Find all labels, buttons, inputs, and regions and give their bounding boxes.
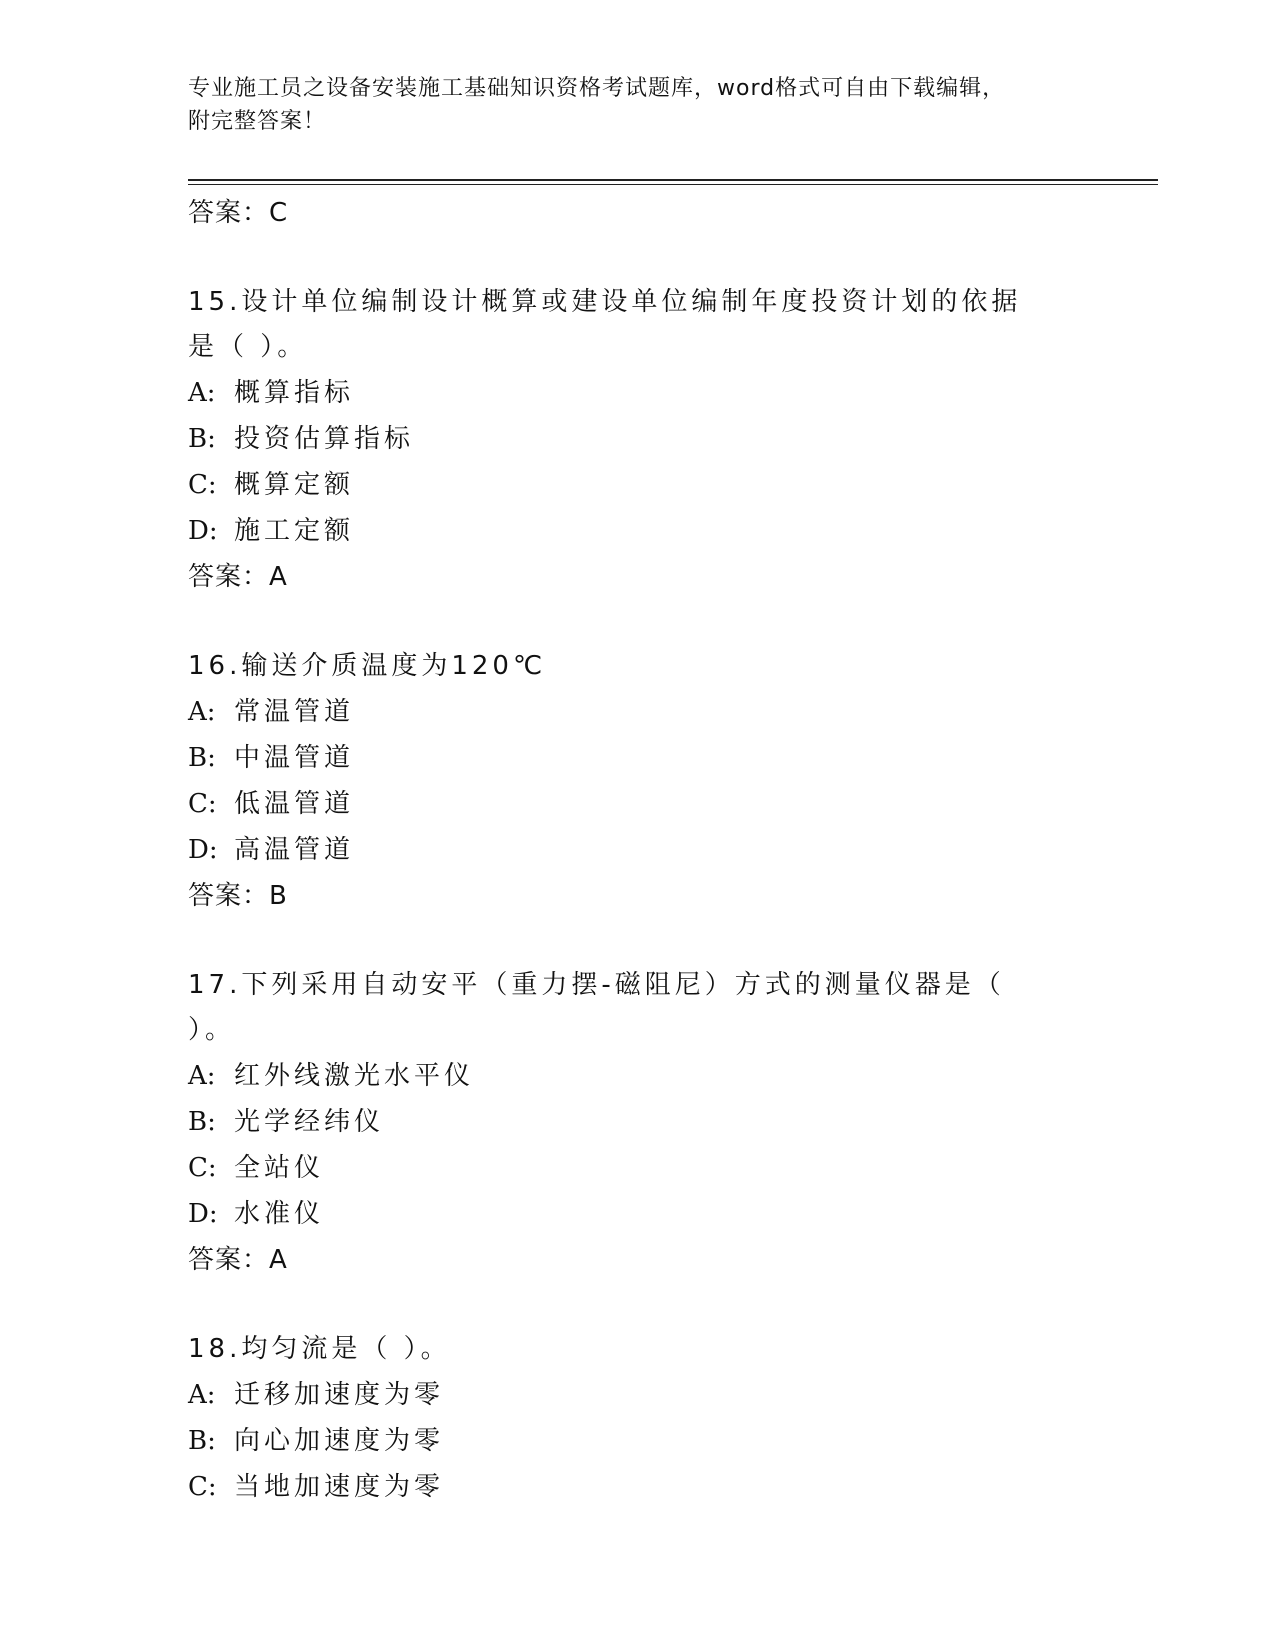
option-letter: B:	[188, 1107, 216, 1137]
option-item	[188, 689, 1128, 735]
option-letter: D:	[188, 835, 218, 865]
question-stem: 18.均匀流是（ ）。	[188, 1334, 451, 1364]
option-letter: A:	[188, 1061, 216, 1091]
answer-line: 答案：B	[188, 881, 288, 911]
option-item	[188, 1145, 1128, 1191]
option-letter: C:	[188, 470, 217, 500]
option-letter: B:	[188, 743, 216, 773]
option-letter: C:	[188, 1472, 217, 1502]
option-letter: A:	[188, 697, 216, 727]
option-text: 光学经纬仪	[234, 1107, 385, 1137]
answer-line: 答案：C	[188, 198, 289, 228]
option-text: 水准仪	[234, 1199, 325, 1229]
option-text: 当地加速度为零	[234, 1472, 445, 1502]
option-letter: D:	[188, 1199, 218, 1229]
option-item	[188, 462, 1128, 508]
option-item	[188, 1372, 1128, 1418]
option-item	[188, 1053, 1128, 1099]
answer-line: 答案：A	[188, 562, 288, 592]
option-item	[188, 827, 1128, 873]
option-item	[188, 370, 1128, 416]
option-item	[188, 508, 1128, 554]
question-list	[188, 190, 1128, 1554]
question-item	[188, 963, 1128, 1283]
option-text: 高温管道	[234, 835, 355, 865]
document-header: 专业施工员之设备安装施工基础知识资格考试题库，word格式可自由下载编辑， 附完整答案！	[188, 76, 1006, 134]
option-item	[188, 1099, 1128, 1145]
question-item	[188, 280, 1128, 600]
option-letter: C:	[188, 1153, 217, 1183]
question-stem: 15.设计单位编制设计概算或建设单位编制年度投资计划的依据是（ ）。	[188, 287, 1022, 362]
option-text: 投资估算指标	[234, 424, 415, 454]
option-text: 向心加速度为零	[234, 1426, 445, 1456]
option-letter: D:	[188, 516, 218, 546]
question-stem: 17.下列采用自动安平（重力摆-磁阻尼）方式的测量仪器是（ ）。	[188, 970, 1005, 1045]
option-text: 低温管道	[234, 789, 355, 819]
option-text: 概算定额	[234, 470, 355, 500]
option-text: 概算指标	[234, 378, 355, 408]
option-item	[188, 735, 1128, 781]
option-letter: B:	[188, 1426, 216, 1456]
option-text: 迁移加速度为零	[234, 1380, 445, 1410]
option-text: 中温管道	[234, 743, 355, 773]
option-text: 红外线激光水平仪	[234, 1061, 475, 1091]
option-letter: A:	[188, 378, 216, 408]
option-text: 全站仪	[234, 1153, 325, 1183]
question-item	[188, 644, 1128, 919]
option-letter: C:	[188, 789, 217, 819]
option-item	[188, 1464, 1128, 1510]
option-item	[188, 1191, 1128, 1237]
option-item	[188, 1418, 1128, 1464]
question-stem: 16.输送介质温度为120℃	[188, 651, 547, 681]
option-letter: A:	[188, 1380, 216, 1410]
header-divider-thin	[188, 184, 1158, 185]
answer-line: 答案：A	[188, 1245, 288, 1275]
option-item	[188, 781, 1128, 827]
option-text: 常温管道	[234, 697, 355, 727]
option-letter: B:	[188, 424, 216, 454]
header-divider-thick	[188, 179, 1158, 181]
option-text: 施工定额	[234, 516, 355, 546]
question-item	[188, 1327, 1128, 1510]
option-item	[188, 416, 1128, 462]
